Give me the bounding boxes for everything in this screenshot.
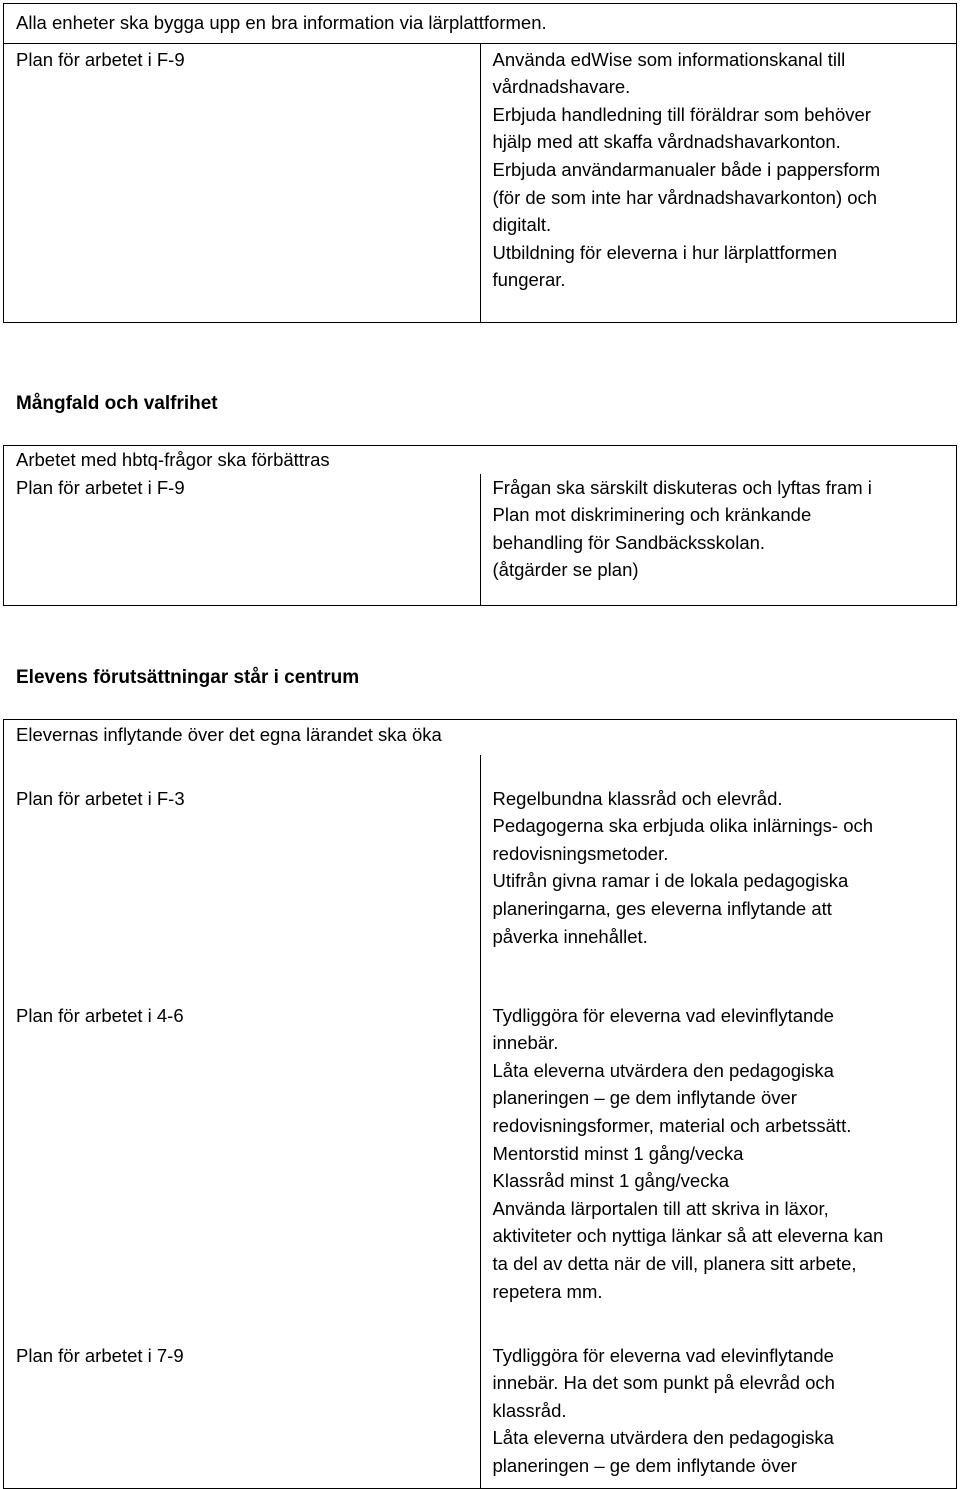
plan-label: Plan för arbetet i F-3 [16, 787, 185, 809]
content-line: Tydliggöra för eleverna vad elevinflytande [492, 1344, 834, 1366]
plan-content-cell [480, 755, 957, 974]
content-line: Utbildning för eleverna i hur lärplattformen [492, 241, 837, 263]
content-line: Klassråd minst 1 gång/vecka [492, 1170, 730, 1192]
content-line: redovisningsmetoder. [492, 842, 669, 864]
table-header [4, 4, 957, 44]
content-line: påverka innehållet. [492, 925, 648, 947]
content-line: Regelbundna klassråd och elevråd. [492, 787, 783, 809]
table-header [4, 720, 957, 755]
content-line: Låta eleverna utvärdera den pedagogiska [492, 1059, 834, 1081]
content-line: Utifrån givna ramar i de lokala pedagogiska [492, 870, 849, 892]
content-line: (för de som inte har vårdnadshavarkonton) och [492, 186, 878, 208]
content-line: digitalt. [492, 214, 552, 236]
plan-label-cell [4, 974, 481, 1314]
content-line: planeringen – ge dem inflytande över [492, 1454, 797, 1476]
plan-label: Plan för arbetet i 4-6 [16, 1004, 184, 1026]
content-line: innebär. [492, 1032, 559, 1054]
content-line: Mentorstid minst 1 gång/vecka [492, 1142, 744, 1164]
content-line: Frågan ska särskilt diskuteras och lyftas fram i [492, 476, 872, 498]
content-line: Erbjuda användarmanualer både i pappersform [492, 158, 881, 180]
content-line: innebär. Ha det som punkt på elevråd och [492, 1372, 835, 1394]
content-line: klassråd. [492, 1399, 567, 1421]
content-line: fungerar. [492, 269, 566, 291]
inflytande-table [3, 719, 957, 1489]
content-line: planeringarna, ges eleverna inflytande att [492, 897, 832, 919]
content-line: Tydliggöra för eleverna vad elevinflytande [492, 1004, 834, 1026]
plan-content-cell [480, 1314, 957, 1489]
section-heading-elevens: Elevens förutsättningar står i centrum [16, 667, 360, 688]
section-heading-mangfald: Mångfald och valfrihet [16, 393, 218, 414]
table-header-text: Arbetet med hbtq-frågor ska förbättras [16, 449, 330, 470]
plan-label-cell [4, 755, 481, 974]
content-line: ta del av detta när de vill, planera sitt arbete, [492, 1252, 857, 1274]
content-line: (åtgärder se plan) [492, 559, 639, 581]
content-line: Pedagogerna ska erbjuda olika inlärnings- och [492, 815, 874, 837]
table-header-text: Elevernas inflytande över det egna lärandet ska öka [16, 724, 442, 745]
plan-label: Plan för arbetet i F-9 [16, 476, 185, 498]
plan-content-cell [480, 974, 957, 1314]
hbtq-table [3, 445, 957, 606]
table-header-text: Alla enheter ska bygga upp en bra information via lärplattformen. [16, 12, 547, 33]
information-table [3, 3, 957, 323]
plan-content-cell [480, 43, 957, 322]
content-line: redovisningsformer, material och arbetssätt. [492, 1114, 852, 1136]
content-line: Låta eleverna utvärdera den pedagogiska [492, 1427, 834, 1449]
plan-content-cell [480, 474, 957, 606]
content-line: hjälp med att skaffa vårdnadshavarkonton. [492, 131, 841, 153]
content-line: Använda lärportalen till att skriva in läxor, [492, 1197, 829, 1219]
plan-label: Plan för arbetet i 7-9 [16, 1344, 184, 1366]
content-line: planeringen – ge dem inflytande över [492, 1087, 797, 1109]
table-header [4, 446, 957, 474]
content-line: vårdnadshavare. [492, 76, 631, 98]
content-line: aktiviteter och nyttiga länkar så att eleverna kan [492, 1225, 884, 1247]
plan-label-cell [4, 43, 481, 322]
content-line: Plan mot diskriminering och kränkande [492, 504, 812, 526]
content-line: repetera mm. [492, 1280, 603, 1302]
content-line: Erbjuda handledning till föräldrar som behöver [492, 103, 871, 125]
content-line: Använda edWise som informationskanal till [492, 48, 846, 70]
plan-label-cell [4, 1314, 481, 1489]
plan-label: Plan för arbetet i F-9 [16, 48, 185, 70]
content-line: behandling för Sandbäcksskolan. [492, 531, 766, 553]
plan-label-cell [4, 474, 481, 606]
